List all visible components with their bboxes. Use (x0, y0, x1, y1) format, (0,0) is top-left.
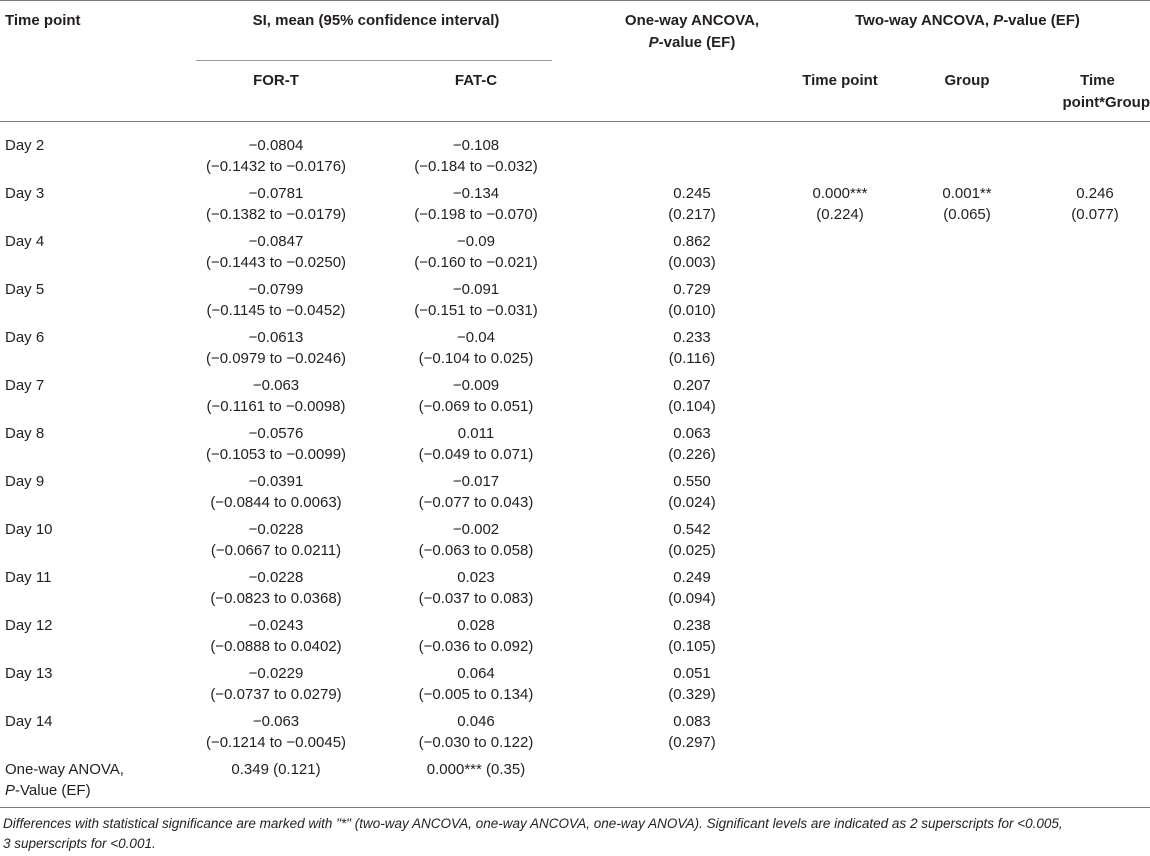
for-t-cell (196, 135, 356, 177)
oneway-ancova-cell (617, 519, 767, 561)
table-footnote (3, 814, 1147, 854)
time-point-cell-value: Day 11 (5, 569, 52, 586)
for-t-cell (196, 519, 356, 561)
fat-c-cell (396, 279, 556, 321)
fat-c-cell-value: −0.091 (452, 281, 500, 298)
table-bottom-rule (0, 807, 1150, 808)
fat-c-cell-interval: (−0.049 to 0.071) (418, 446, 534, 463)
fat-c-cell-interval: (−0.184 to −0.032) (414, 158, 538, 175)
for-t-cell-value: −0.0228 (248, 569, 304, 586)
fat-c-cell-interval: (−0.063 to 0.058) (418, 542, 534, 559)
time-point-cell-value: Day 9 (5, 473, 45, 490)
time-point-cell-value: Day 6 (5, 329, 45, 346)
oneway-ancova-cell-interval: (0.104) (668, 398, 716, 415)
for-t-cell-value: −0.0576 (248, 425, 304, 442)
for-t-cell-value: −0.0613 (248, 329, 304, 346)
oneway-ancova-cell-interval: (0.226) (668, 446, 716, 463)
for-t-cell-value: −0.063 (252, 377, 300, 394)
header-time-point: Time point (5, 12, 81, 29)
time-point-cell-value: Day 12 (5, 617, 53, 634)
for-t-cell-interval: (−0.0737 to 0.0279) (210, 686, 342, 703)
for-t-cell-interval: (−0.0979 to −0.0246) (205, 350, 347, 367)
fat-c-cell (396, 423, 556, 465)
header-tpg-line1: Time (1080, 72, 1115, 89)
oneway-ancova-cell-value: 0.249 (673, 569, 711, 586)
time-point-cell-value: Day 10 (5, 521, 53, 538)
oneway-ancova-cell-interval: (0.010) (668, 302, 716, 319)
fat-c-cell-value: 0.023 (457, 569, 495, 586)
for-t-cell (196, 423, 356, 465)
for-t-cell-interval: (−0.0823 to 0.0368) (210, 590, 342, 607)
oneway-ancova-cell (617, 711, 767, 753)
for-t-cell-value: −0.0781 (248, 185, 304, 202)
time-point-cell (5, 567, 175, 588)
time-point-cell (5, 279, 175, 300)
for-t-cell (196, 279, 356, 321)
time-point-cell (5, 711, 175, 732)
oneway-ancova-cell-value: 0.542 (673, 521, 711, 538)
for-t-cell-value: −0.063 (252, 713, 300, 730)
oneway-ancova-cell (617, 423, 767, 465)
fat-c-cell-interval: (−0.104 to 0.025) (418, 350, 534, 367)
for-t-cell-interval: (−0.1214 to −0.0045) (205, 734, 347, 751)
twoway-time-point-cell-value: 0.000*** (812, 185, 868, 202)
oneway-ancova-cell-value: 0.862 (673, 233, 711, 250)
for-t-cell-value: −0.0847 (248, 233, 304, 250)
header-time-point-group (1035, 70, 1150, 114)
fat-c-cell (396, 663, 556, 705)
oneway-ancova-cell-interval: (0.217) (668, 206, 716, 223)
table-row (0, 567, 1150, 615)
footnote-line2: 3 superscripts for <0.001. (3, 836, 156, 851)
oneway-ancova-cell (617, 183, 767, 225)
oneway-ancova-cell-interval: (0.116) (668, 350, 716, 367)
oneway-ancova-cell-value: 0.233 (673, 329, 711, 346)
oneway-ancova-cell-interval: (0.094) (668, 590, 716, 607)
header-si-group: SI, mean (95% confidence interval) (252, 12, 500, 29)
fat-c-cell (396, 615, 556, 657)
oneway-ancova-cell-value: 0.550 (673, 473, 711, 490)
table-row (0, 135, 1150, 183)
header-oneway-ancova (600, 10, 784, 54)
fat-c-cell-value: 0.046 (457, 713, 495, 730)
oneway-ancova-cell (617, 327, 767, 369)
table-top-rule (0, 0, 1150, 1)
oneway-ancova-cell (617, 231, 767, 273)
header-time-point-sub: Time point (802, 72, 878, 89)
oneway-ancova-cell-interval: (0.003) (668, 254, 716, 271)
for-t-cell (196, 567, 356, 609)
time-point-cell (5, 231, 175, 252)
time-point-cell-value: Day 2 (5, 137, 45, 154)
for-t-cell-interval: (−0.0888 to 0.0402) (210, 638, 342, 655)
time-point-cell-value: Day 5 (5, 281, 45, 298)
anova-label-line2: P-Value (EF) (5, 782, 91, 799)
table-row (0, 423, 1150, 471)
for-t-cell (196, 663, 356, 705)
for-t-cell-interval: (−0.1443 to −0.0250) (205, 254, 347, 271)
time-point-cell (5, 615, 175, 636)
header-oneway-ancova-line2: P-value (EF) (648, 34, 736, 51)
twoway-group-cell (912, 183, 1022, 225)
for-t-cell-interval: (−0.0844 to 0.0063) (210, 494, 342, 511)
fat-c-cell (396, 327, 556, 369)
table-row (0, 663, 1150, 711)
table-row (0, 183, 1150, 231)
for-t-cell-interval: (−0.1161 to −0.0098) (206, 398, 346, 415)
header-for-t: FOR-T (253, 72, 299, 89)
fat-c-cell-value: 0.028 (457, 617, 495, 634)
for-t-cell-value: −0.0799 (248, 281, 304, 298)
oneway-ancova-cell-value: 0.238 (673, 617, 711, 634)
header-bottom-rule (0, 121, 1150, 122)
time-point-cell (5, 135, 175, 156)
for-t-cell-interval: (−0.1053 to −0.0099) (205, 446, 347, 463)
oneway-ancova-cell (617, 375, 767, 417)
table-row (0, 231, 1150, 279)
fat-c-cell-interval: (−0.077 to 0.043) (418, 494, 534, 511)
oneway-ancova-cell-value: 0.063 (673, 425, 711, 442)
fat-c-cell (396, 183, 556, 225)
for-t-cell-interval: (−0.1145 to −0.0452) (206, 302, 346, 319)
fat-c-cell (396, 231, 556, 273)
anova-for-t: 0.349 (0.121) (231, 761, 321, 778)
fat-c-cell (396, 375, 556, 417)
for-t-cell-interval: (−0.1432 to −0.0176) (205, 158, 347, 175)
time-point-cell (5, 423, 175, 444)
anova-row (0, 759, 1150, 807)
time-point-cell-value: Day 14 (5, 713, 53, 730)
table-row (0, 327, 1150, 375)
for-t-cell-interval: (−0.1382 to −0.0179) (205, 206, 347, 223)
fat-c-cell-value: 0.011 (457, 425, 495, 442)
oneway-ancova-cell (617, 663, 767, 705)
fat-c-cell (396, 135, 556, 177)
footnote-line1: Differences with statistical significance are marked with "*" (two-way ANCOVA, one-way ANCOVA, one-way ANOVA). Significant levels are indicated as 2 superscripts for <0.005, (3, 816, 1063, 831)
for-t-cell-interval: (−0.0667 to 0.0211) (210, 542, 342, 559)
for-t-cell (196, 327, 356, 369)
table-row (0, 519, 1150, 567)
twoway-group-cell-interval: (0.065) (943, 206, 991, 223)
twoway-time-point-cell-interval: (0.224) (816, 206, 864, 223)
for-t-cell-value: −0.0391 (248, 473, 304, 490)
time-point-cell (5, 471, 175, 492)
anova-label-line1: One-way ANOVA, (5, 761, 124, 778)
fat-c-cell-value: −0.002 (452, 521, 500, 538)
for-t-cell-value: −0.0228 (248, 521, 304, 538)
time-point-cell (5, 327, 175, 348)
fat-c-cell-value: −0.009 (452, 377, 500, 394)
for-t-cell-value: −0.0243 (248, 617, 304, 634)
fat-c-cell (396, 711, 556, 753)
fat-c-cell (396, 471, 556, 513)
fat-c-cell-value: −0.09 (457, 233, 495, 250)
fat-c-cell-interval: (−0.036 to 0.092) (418, 638, 534, 655)
oneway-ancova-cell-value: 0.083 (673, 713, 711, 730)
si-group-rule (196, 60, 552, 61)
fat-c-cell-value: −0.134 (452, 185, 500, 202)
for-t-cell (196, 231, 356, 273)
twoway-interaction-cell-interval: (0.077) (1071, 206, 1119, 223)
fat-c-cell-interval: (−0.198 to −0.070) (414, 206, 538, 223)
oneway-ancova-cell-interval: (0.105) (668, 638, 716, 655)
anova-label (5, 759, 175, 801)
oneway-ancova-cell-value: 0.245 (673, 185, 711, 202)
time-point-cell (5, 183, 175, 204)
for-t-cell (196, 375, 356, 417)
header-group-sub: Group (944, 72, 990, 89)
header-fat-c: FAT-C (454, 72, 498, 89)
header-tpg-line2: point*Group (1062, 94, 1150, 111)
fat-c-cell-interval: (−0.160 to −0.021) (414, 254, 538, 271)
fat-c-cell-value: 0.064 (457, 665, 495, 682)
fat-c-cell-value: −0.04 (457, 329, 495, 346)
oneway-ancova-cell-value: 0.207 (673, 377, 711, 394)
header-twoway-ancova: Two-way ANCOVA, P-value (EF) (855, 12, 1080, 29)
fat-c-cell-interval: (−0.030 to 0.122) (418, 734, 534, 751)
oneway-ancova-cell-interval: (0.025) (668, 542, 716, 559)
table-row (0, 711, 1150, 759)
fat-c-cell-value: −0.017 (452, 473, 500, 490)
twoway-time-point-cell (785, 183, 895, 225)
for-t-cell-value: −0.0229 (248, 665, 304, 682)
fat-c-cell (396, 567, 556, 609)
twoway-interaction-cell (1040, 183, 1150, 225)
twoway-interaction-cell-value: 0.246 (1076, 185, 1114, 202)
for-t-cell (196, 183, 356, 225)
oneway-ancova-cell-interval: (0.024) (668, 494, 716, 511)
oneway-ancova-cell-interval: (0.297) (668, 734, 716, 751)
for-t-cell (196, 615, 356, 657)
table-row (0, 471, 1150, 519)
anova-fat-c: 0.000*** (0.35) (426, 761, 526, 778)
oneway-ancova-cell-value: 0.051 (673, 665, 711, 682)
oneway-ancova-cell (617, 615, 767, 657)
for-t-cell (196, 711, 356, 753)
fat-c-cell-value: −0.108 (452, 137, 500, 154)
time-point-cell (5, 375, 175, 396)
header-oneway-ancova-line1: One-way ANCOVA, (624, 12, 760, 29)
table-row (0, 615, 1150, 663)
oneway-ancova-cell (617, 471, 767, 513)
time-point-cell (5, 519, 175, 540)
fat-c-cell (396, 519, 556, 561)
oneway-ancova-cell-interval: (0.329) (668, 686, 716, 703)
oneway-ancova-cell-value: 0.729 (673, 281, 711, 298)
time-point-cell-value: Day 3 (5, 185, 45, 202)
fat-c-cell-interval: (−0.069 to 0.051) (418, 398, 534, 415)
for-t-cell (196, 471, 356, 513)
time-point-cell-value: Day 7 (5, 377, 45, 394)
time-point-cell-value: Day 4 (5, 233, 45, 250)
time-point-cell-value: Day 13 (5, 665, 53, 682)
twoway-group-cell-value: 0.001** (942, 185, 992, 202)
fat-c-cell-interval: (−0.151 to −0.031) (414, 302, 538, 319)
oneway-ancova-cell (617, 567, 767, 609)
time-point-cell-value: Day 8 (5, 425, 45, 442)
for-t-cell-value: −0.0804 (248, 137, 304, 154)
fat-c-cell-interval: (−0.005 to 0.134) (418, 686, 534, 703)
time-point-cell (5, 663, 175, 684)
fat-c-cell-interval: (−0.037 to 0.083) (418, 590, 534, 607)
table-row (0, 279, 1150, 327)
table-row (0, 375, 1150, 423)
oneway-ancova-cell (617, 279, 767, 321)
